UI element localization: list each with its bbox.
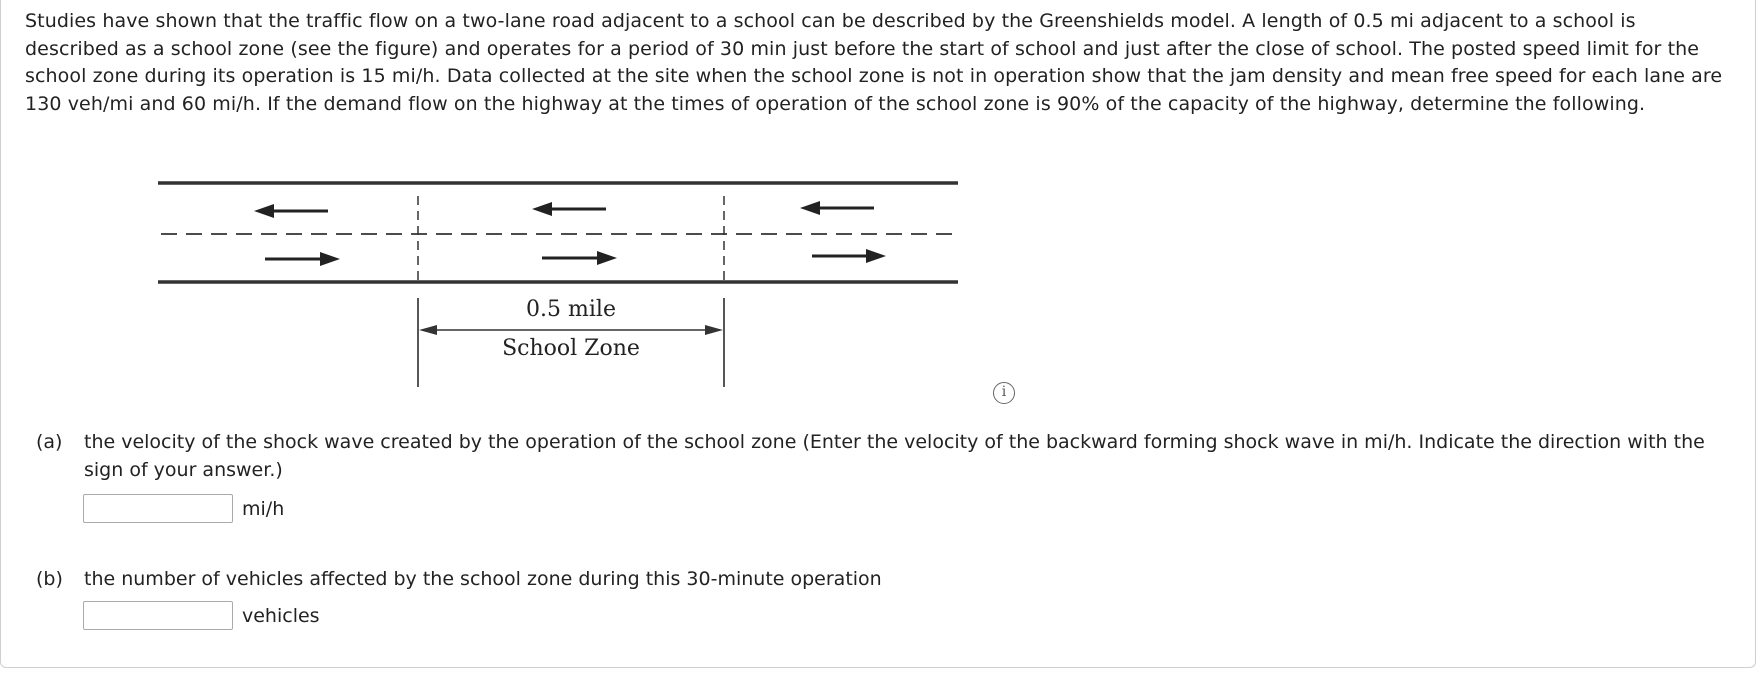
part-a-answer — [83, 494, 284, 523]
problem-statement: Studies have shown that the traffic flow on a two-lane road adjacent to a school can be described by the Greenshields model. A length of 0.5 mi adjacent to a school is described as a school zone (see the figure) and operates for a period of 30 min just before the start of school and just after the close of school. The posted speed limit for the school zone during its operation is 15 mi/h. Data collected at the site when the school zone is not in operation show that the jam density and mean free speed for each lane are 130 veh/mi and 60 mi/h. If the demand flow on the highway at the times of operation of the school zone is 90% of the capacity of the highway, determine the following. — [25, 10, 1723, 115]
vehicles-affected-input[interactable] — [83, 601, 233, 630]
dimension-arrow — [419, 325, 723, 335]
shock-wave-velocity-input[interactable] — [83, 494, 233, 523]
info-icon[interactable]: i — [993, 382, 1015, 404]
distance-label: 0.5 mile — [526, 297, 616, 322]
part-b — [36, 565, 1726, 593]
part-a-text: the velocity of the shock wave created by the operation of the school zone (Enter the velocity of the backward forming shock wave in mi/h. Indicate the direction with the sign of your answer.) — [84, 431, 1705, 481]
arrow-right-icon — [542, 251, 617, 265]
arrow-right-icon — [812, 249, 886, 263]
arrow-left-icon — [254, 204, 328, 218]
part-a — [36, 428, 1726, 484]
arrow-left-icon — [800, 201, 874, 215]
part-b-answer — [83, 601, 320, 630]
part-a-letter: (a) — [36, 431, 63, 453]
part-b-text: the number of vehicles affected by the school zone during this 30-minute operation — [84, 568, 882, 590]
road-diagram — [158, 178, 978, 404]
arrow-left-icon — [532, 202, 606, 216]
zone-label: School Zone — [502, 336, 640, 361]
part-b-letter: (b) — [36, 568, 63, 590]
school-zone-figure — [158, 178, 978, 404]
part-a-unit: mi/h — [242, 497, 285, 520]
arrow-right-icon — [265, 252, 340, 266]
part-b-unit: vehicles — [242, 604, 320, 627]
